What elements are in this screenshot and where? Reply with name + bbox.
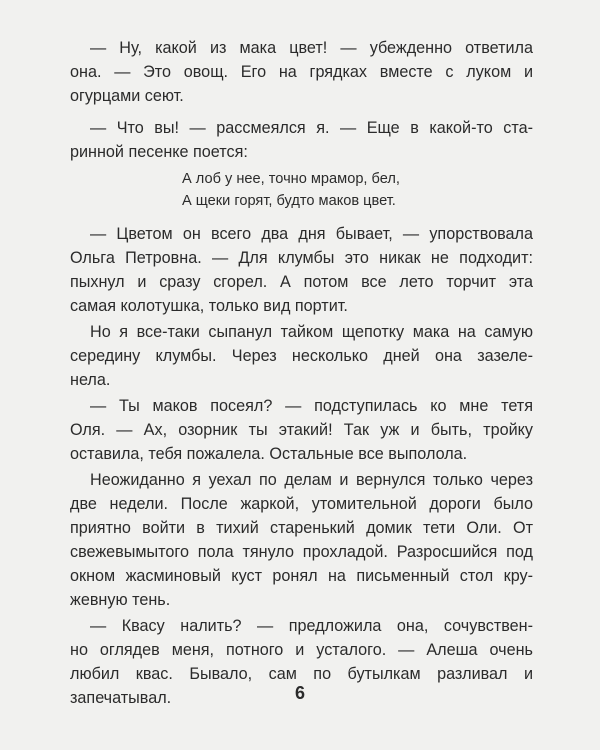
text-block	[70, 36, 533, 710]
text-line: середину клумбы. Через несколько дней она зазеле-	[70, 347, 533, 365]
paragraph	[70, 36, 533, 108]
text-line: Неожиданно я уехал по делам и вернулся только через	[90, 471, 533, 489]
paragraph	[70, 320, 533, 392]
text-line: — Квасу налить? — предложила она, сочувствен-	[90, 617, 533, 635]
text-line: самая колотушка, только вид портит.	[70, 297, 348, 315]
text-line: Но я все-таки сыпанул тайком щепотку мака на самую	[90, 323, 533, 341]
page-number: 6	[294, 683, 305, 703]
text-line: — Что вы! — рассмеялся я. — Еще в какой-то ста-	[90, 119, 533, 137]
text-line: любил квас. Бывало, сам по бутылкам разливал и	[70, 665, 533, 683]
paragraph	[70, 222, 533, 318]
text-line: пыхнул и сразу сгорел. А потом все лето торчит эта	[70, 273, 533, 291]
text-line: Оля. — Ах, озорник ты этакий! Так уж и быть, тройку	[70, 421, 533, 439]
text-line: оставила, тебя пожалела. Остальные все выполола.	[70, 445, 468, 463]
paragraph	[70, 394, 533, 466]
text-line: — Ну, какой из мака цвет! — убежденно ответила	[90, 39, 533, 57]
paragraph	[70, 116, 533, 164]
text-line: запечатывал.	[70, 689, 172, 707]
verse-line: А лоб у нее, точно мрамор, бел,	[182, 171, 400, 187]
text-line: окном жасминовый куст ронял на письменный стол кру-	[70, 567, 533, 585]
verse-quote	[182, 168, 533, 212]
verse-line: А щеки горят, будто маков цвет.	[182, 193, 396, 209]
text-line: ринной песенке поется:	[70, 143, 248, 161]
text-line: — Цветом он всего два дня бывает, — упорствовала	[90, 225, 533, 243]
text-line: но оглядев меня, потного и усталого. — Алеша очень	[70, 641, 533, 659]
text-line: — Ты маков посеял? — подступилась ко мне тетя	[90, 397, 533, 415]
text-line: Ольга Петровна. — Для клумбы это никак не подходит:	[70, 249, 533, 267]
text-line: жевную тень.	[70, 591, 171, 609]
text-line: она. — Это овощ. Его на грядках вместе с луком и	[70, 63, 533, 81]
paragraph	[70, 468, 533, 612]
text-line: приятно войти в тихий старенький домик тети Оли. От	[70, 519, 533, 537]
text-line: огурцами сеют.	[70, 87, 184, 105]
text-line: свежевымытого пола тянуло прохладой. Разросшийся под	[70, 543, 533, 561]
text-line: нела.	[70, 371, 111, 389]
text-line: две недели. После жаркой, утомительной дороги было	[70, 495, 533, 513]
